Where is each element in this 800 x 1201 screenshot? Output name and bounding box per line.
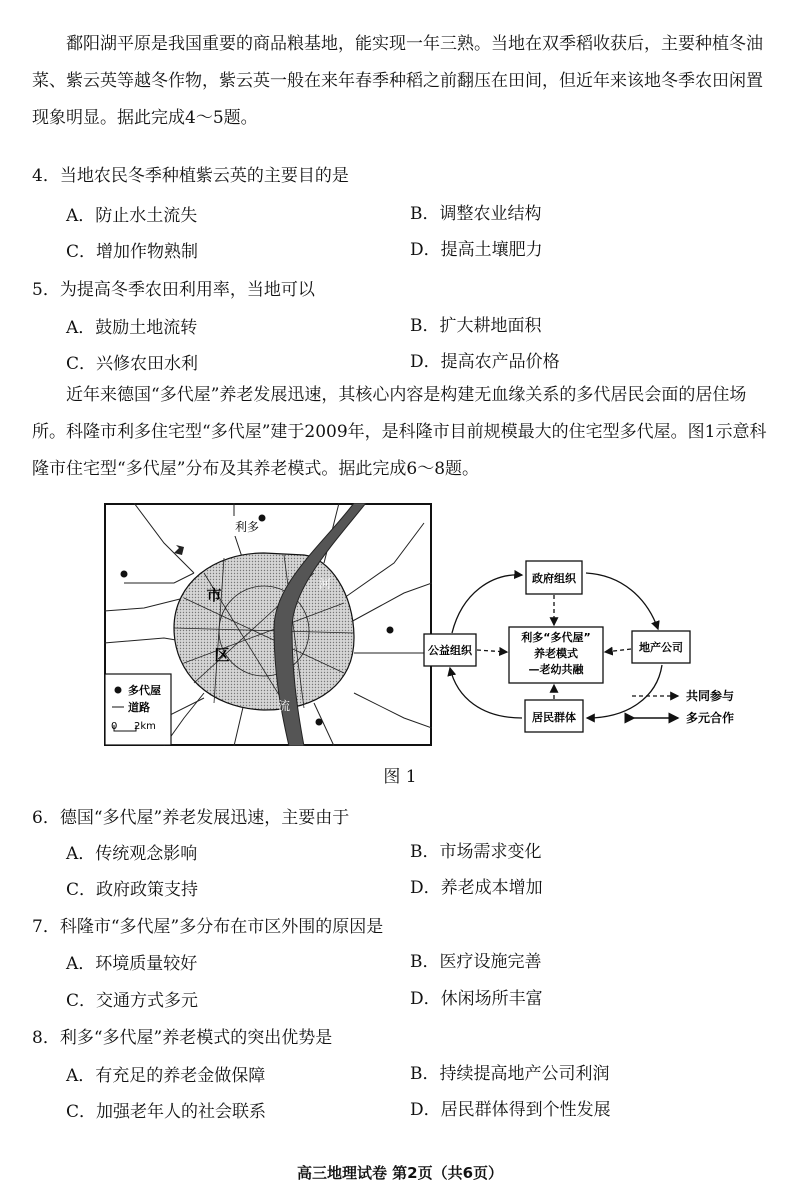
box-estate: 地产公司	[639, 641, 683, 654]
page-footer: 高三地理试卷 第2页（共6页）	[296, 1164, 504, 1182]
legend-dashed-label: 共同参与	[686, 689, 735, 703]
box-center-line3: —老幼共融	[528, 663, 584, 676]
house-marker	[316, 719, 323, 726]
map-label-liu: 流	[277, 699, 291, 713]
legend-house-label: 多代屋	[128, 684, 161, 697]
question-4: 4．当地农民冬季种植紫云英的主要目的是	[32, 166, 349, 186]
box-center-line2: 养老模式	[534, 647, 578, 660]
q5-option-a: A．鼓励土地流转	[66, 318, 198, 338]
q4-option-c: C．增加作物熟制	[66, 242, 199, 262]
box-residents: 居民群体	[532, 711, 576, 724]
box-center-line1: 利多“多代屋”	[521, 631, 591, 644]
scale-zero: 0	[111, 721, 118, 732]
cologne-map	[104, 503, 432, 746]
q5-option-d: D．提高农产品价格	[410, 352, 560, 372]
house-marker	[259, 515, 266, 522]
q7-option-d: D．休闲场所丰富	[410, 989, 543, 1009]
q4-option-b: B．调整农业结构	[410, 204, 542, 224]
care-model-diagram	[422, 553, 778, 743]
question-6: 6．德国“多代屋”养老发展迅速，主要由于	[32, 808, 350, 828]
question-5: 5．为提高冬季农田利用率，当地可以	[32, 280, 315, 300]
box-welfare: 公益组织	[428, 644, 472, 657]
map-label-he: 河	[318, 577, 332, 591]
q6-option-d: D．养老成本增加	[410, 878, 543, 898]
intro-passage-1: 鄱阳湖平原是我国重要的商品粮基地，能实现一年三熟。当地在双季稻收获后，主要种植冬油菜、紫云英等越冬作物，紫云英一般在来年春季种稻之前翻压在田间，但近年来该地冬季农田闲置现象明显。据此完成4～5题。	[32, 34, 763, 128]
q8-option-b: B．持续提高地产公司利润	[410, 1064, 610, 1084]
house-marker	[121, 571, 128, 578]
q7-option-c: C．交通方式多元	[66, 991, 199, 1011]
box-government: 政府组织	[532, 572, 576, 585]
q6-option-c: C．政府政策支持	[66, 880, 199, 900]
question-7: 7．科隆市“多代屋”多分布在市区外围的原因是	[32, 917, 384, 937]
legend-road-label: 道路	[128, 701, 150, 714]
legend-solid-label: 多元合作	[686, 711, 735, 725]
q5-option-c: C．兴修农田水利	[66, 354, 199, 374]
scale-2km: 2km	[134, 721, 156, 732]
figure-caption: 图 1	[383, 767, 417, 787]
q8-option-c: C．加强老年人的社会联系	[66, 1102, 267, 1122]
q7-option-b: B．医疗设施完善	[410, 952, 542, 972]
q5-option-b: B．扩大耕地面积	[410, 316, 542, 336]
question-8: 8．利多“多代屋”养老模式的突出优势是	[32, 1028, 333, 1048]
map-label-lido: 利多	[234, 520, 260, 534]
q8-option-a: A．有充足的养老金做保障	[66, 1066, 266, 1086]
q6-option-b: B．市场需求变化	[410, 842, 542, 862]
intro-passage-2: 近年来德国“多代屋”养老发展迅速，其核心内容是构建无血缘关系的多代居民会面的居住场所。科隆市利多住宅型“多代屋”建于2009年，是科隆市目前规模最大的住宅型多代屋。图1示意科隆市住宅型“多代屋”分布及其养老模式。据此完成6～8题。	[32, 385, 767, 479]
q8-option-d: D．居民群体得到个性发展	[410, 1100, 611, 1120]
q4-option-d: D．提高土壤肥力	[410, 240, 543, 260]
map-label-shi: 市	[206, 586, 222, 604]
q6-option-a: A．传统观念影响	[66, 844, 198, 864]
map-label-qu: 区	[214, 646, 230, 664]
q7-option-a: A．环境质量较好	[66, 954, 198, 974]
q4-option-a: A．防止水土流失	[66, 206, 198, 226]
house-marker	[387, 627, 394, 634]
